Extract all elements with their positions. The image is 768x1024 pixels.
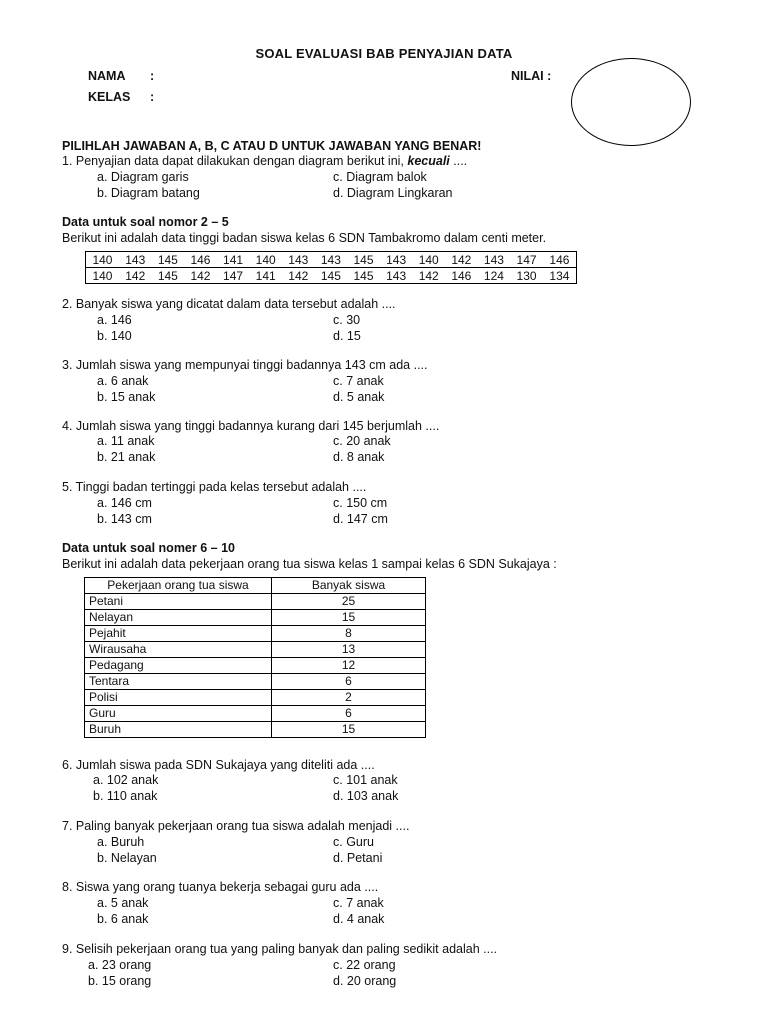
q2-option-c: c. 30 [333,313,361,327]
q2-option-a: a. 146 [97,313,132,327]
q9-option-a: a. 23 orang [88,958,152,972]
table-cell: 142 [190,268,211,283]
table-cell: Petani [85,594,272,610]
table-cell: 146 [549,252,570,267]
table-cell: 140 [92,268,113,283]
table-cell: 145 [157,252,178,267]
q8-option-a: a. 5 anak [97,896,149,910]
question-6: 6. Jumlah siswa pada SDN Sukajaya yang diteliti ada .... [62,758,375,772]
q7-option-a: a. Buruh [97,835,145,849]
table-row [85,626,426,642]
score-oval [571,58,691,146]
table-cell: 142 [125,268,146,283]
table-cell: 146 [451,268,472,283]
table-row [85,594,426,610]
table-cell: 145 [353,268,374,283]
question-4: 4. Jumlah siswa yang tinggi badannya kurang dari 145 berjumlah .... [62,419,440,433]
table-cell: 6 [272,706,426,722]
nama-label: NAMA [88,69,126,83]
question-1-ellipsis: .... [453,154,468,168]
table-row [85,706,426,722]
table-row [85,722,426,738]
table-cell: 147 [223,268,244,283]
table-cell: 143 [320,252,341,267]
q6-option-d: d. 103 anak [333,789,399,803]
section-2-heading: Data untuk soal nomer 6 – 10 [62,541,235,555]
table-cell: 141 [255,268,276,283]
column-header: Banyak siswa [272,578,426,594]
table-cell: Guru [85,706,272,722]
table-cell: 124 [483,268,504,283]
table-cell: 146 [190,252,211,267]
question-7: 7. Paling banyak pekerjaan orang tua siswa adalah menjadi .... [62,819,410,833]
question-1-text: 1. Penyajian data dapat dilakukan dengan diagram berikut ini, [62,154,404,168]
q6-option-a: a. 102 anak [93,773,159,787]
q3-option-d: d. 5 anak [333,390,385,404]
q9-option-d: d. 20 orang [333,974,397,988]
q4-option-d: d. 8 anak [333,450,385,464]
kelas-label: KELAS [88,90,131,104]
table-cell: 140 [255,252,276,267]
q2-option-b: b. 140 [97,329,132,343]
table-cell: 145 [157,268,178,283]
q1-option-d: d. Diagram Lingkaran [333,186,453,200]
table-cell: 2 [272,690,426,706]
q5-option-d: d. 147 cm [333,512,388,526]
table-cell: 147 [516,252,537,267]
q3-option-b: b. 15 anak [97,390,156,404]
q8-option-b: b. 6 anak [97,912,149,926]
table-cell: 8 [272,626,426,642]
q7-option-b: b. Nelayan [97,851,157,865]
q2-option-d: d. 15 [333,329,361,343]
table-cell: 142 [451,252,472,267]
table-cell: 134 [549,268,570,283]
table-cell: 142 [288,268,309,283]
table-cell: 141 [223,252,244,267]
nama-colon: : [150,69,155,83]
table-row [85,658,426,674]
kelas-colon: : [150,90,155,104]
table-cell: Pedagang [85,658,272,674]
table-cell: 143 [125,252,146,267]
q5-option-c: c. 150 cm [333,496,388,510]
q1-option-a: a. Diagram garis [97,170,189,184]
q4-option-a: a. 11 anak [97,434,155,448]
page-title: SOAL EVALUASI BAB PENYAJIAN DATA [255,46,513,61]
height-data-table [85,251,577,284]
table-row [86,268,577,284]
nilai-label: NILAI : [511,69,552,83]
section-1-heading: Data untuk soal nomor 2 – 5 [62,215,229,229]
table-cell: 25 [272,594,426,610]
q7-option-d: d. Petani [333,851,383,865]
question-5: 5. Tinggi badan tertinggi pada kelas tersebut adalah .... [62,480,367,494]
q9-option-b: b. 15 orang [88,974,152,988]
table-cell: Nelayan [85,610,272,626]
q6-option-c: c. 101 anak [333,773,398,787]
table-cell: Tentara [85,674,272,690]
table-cell: Buruh [85,722,272,738]
table-header-row [85,578,426,594]
q4-option-b: b. 21 anak [97,450,156,464]
table-row [85,610,426,626]
occupation-table [84,577,426,738]
q9-option-c: c. 22 orang [333,958,396,972]
q8-option-d: d. 4 anak [333,912,385,926]
table-cell: 15 [272,610,426,626]
table-cell: 140 [418,252,439,267]
question-2: 2. Banyak siswa yang dicatat dalam data tersebut adalah .... [62,297,396,311]
q1-option-b: b. Diagram batang [97,186,200,200]
table-cell: 145 [320,268,341,283]
section-2-intro: Berikut ini adalah data pekerjaan orang tua siswa kelas 1 sampai kelas 6 SDN Sukajaya : [62,557,557,571]
question-1-emphasis: kecuali [407,154,450,168]
table-cell: 12 [272,658,426,674]
q5-option-a: a. 146 cm [97,496,152,510]
table-cell: 143 [288,252,309,267]
table-cell: 143 [386,252,407,267]
table-cell: Wirausaha [85,642,272,658]
q3-option-a: a. 6 anak [97,374,149,388]
q3-option-c: c. 7 anak [333,374,384,388]
q6-option-b: b. 110 anak [93,789,158,803]
table-cell: 130 [516,268,537,283]
table-cell: 145 [353,252,374,267]
section-1-intro: Berikut ini adalah data tinggi badan siswa kelas 6 SDN Tambakromo dalam centi meter. [62,231,547,245]
table-cell: Polisi [85,690,272,706]
question-3: 3. Jumlah siswa yang mempunyai tinggi badannya 143 cm ada .... [62,358,428,372]
q4-option-c: c. 20 anak [333,434,391,448]
table-cell: 143 [386,268,407,283]
q5-option-b: b. 143 cm [97,512,152,526]
table-cell: 15 [272,722,426,738]
instruction: PILIHLAH JAWABAN A, B, C ATAU D UNTUK JAWABAN YANG BENAR! [62,139,482,153]
q7-option-c: c. Guru [333,835,374,849]
table-cell: 142 [418,268,439,283]
table-cell: Pejahit [85,626,272,642]
question-1 [62,154,467,169]
question-9: 9. Selisih pekerjaan orang tua yang paling banyak dan paling sedikit adalah .... [62,942,498,956]
table-cell: 6 [272,674,426,690]
table-cell: 13 [272,642,426,658]
q8-option-c: c. 7 anak [333,896,384,910]
table-row [85,642,426,658]
q1-option-c: c. Diagram balok [333,170,427,184]
table-cell: 143 [483,252,504,267]
question-8: 8. Siswa yang orang tuanya bekerja sebagai guru ada .... [62,880,379,894]
table-cell: 140 [92,252,113,267]
table-row [86,252,577,268]
column-header: Pekerjaan orang tua siswa [85,578,272,594]
table-row [85,674,426,690]
table-row [85,690,426,706]
